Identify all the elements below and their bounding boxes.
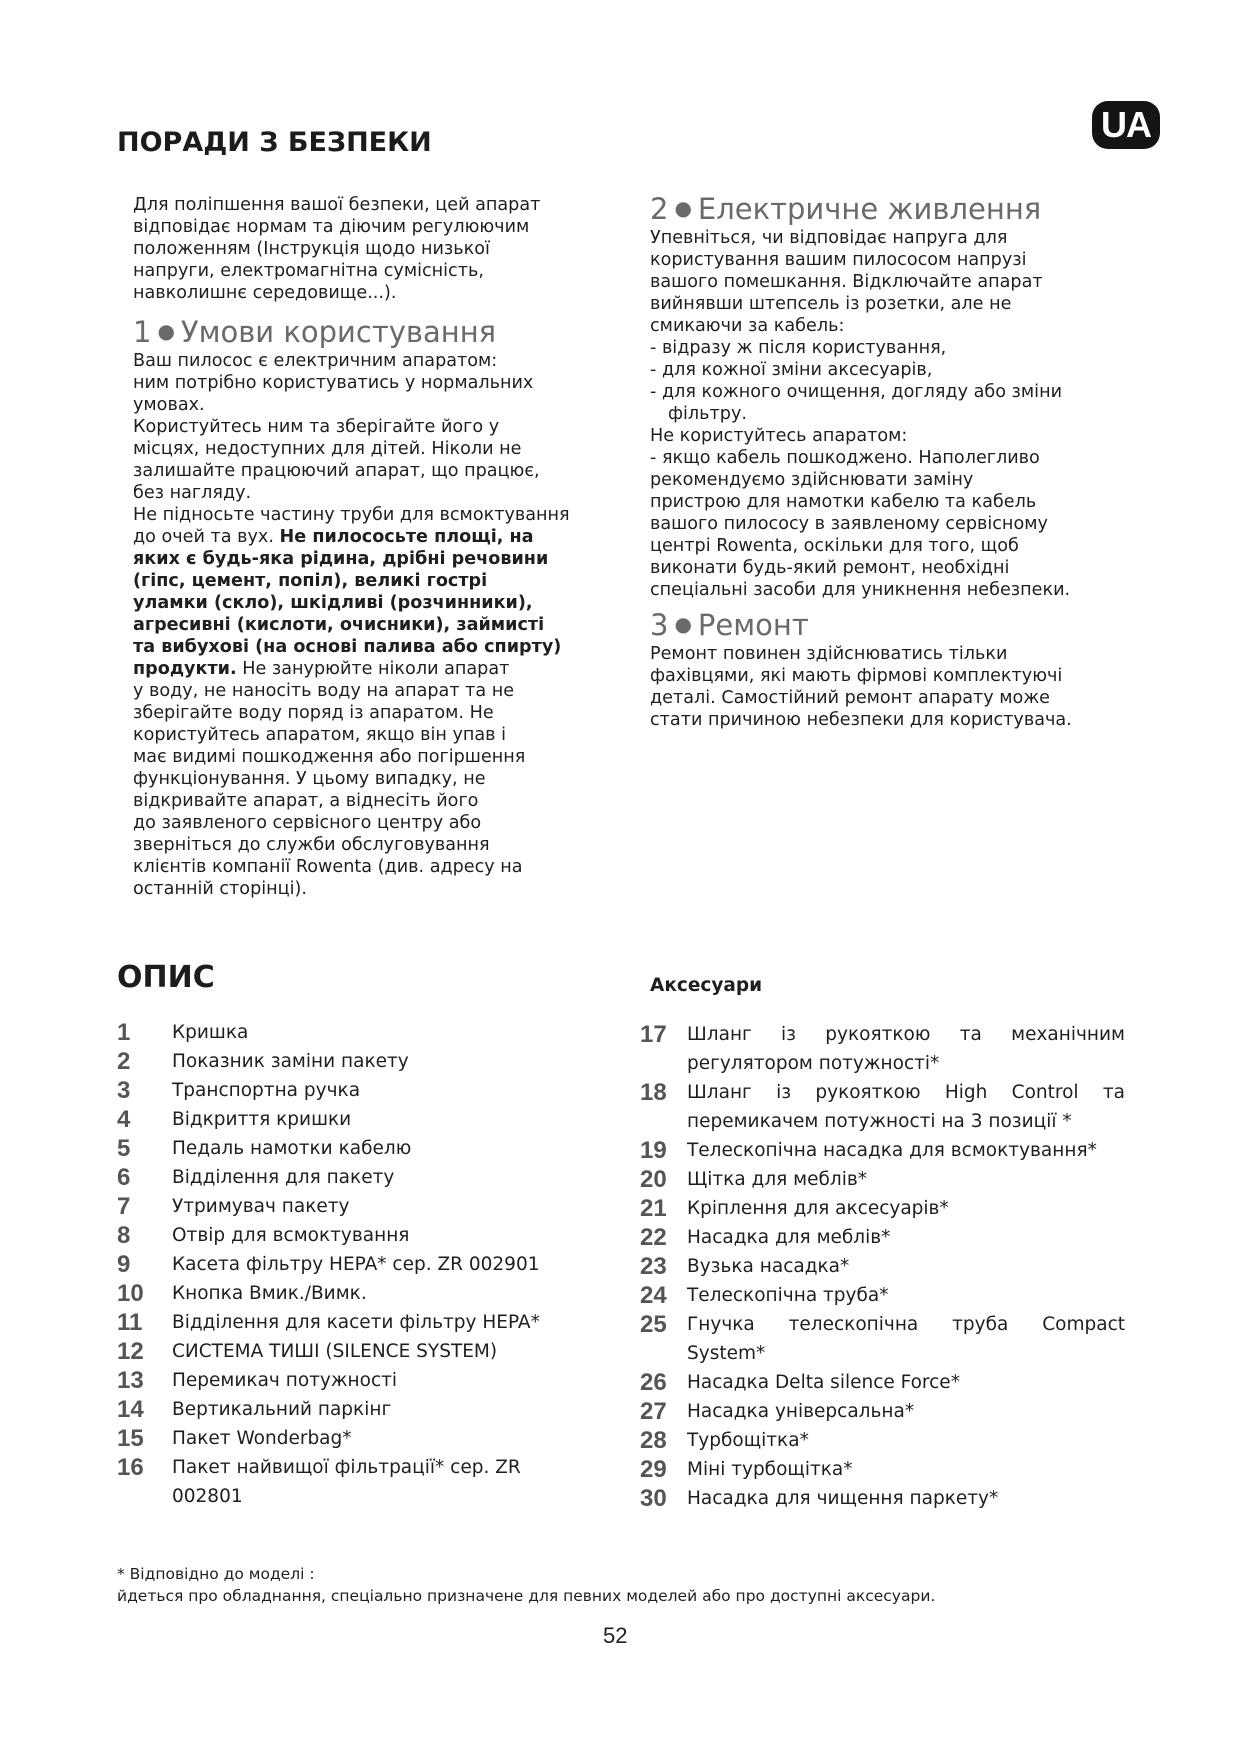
item-number: 24 — [640, 1282, 667, 1309]
list-item — [640, 1310, 1125, 1368]
body-line: ним потрібно користуватись у нормальних — [133, 373, 534, 393]
item-text: Вузька насадка* — [687, 1256, 850, 1277]
section-heading — [650, 608, 1130, 641]
item-number: 11 — [117, 1309, 143, 1336]
body-line: у воду, не наносіть воду на апарат та не — [133, 681, 515, 701]
item-number: 10 — [117, 1280, 144, 1307]
list-item — [117, 1366, 597, 1395]
body-line: рекомендуємо здійснювати заміну — [650, 470, 974, 490]
section-number: 3 — [650, 608, 669, 642]
item-text: Пакет найвищої фільтрації* сер. ZR 002801 — [172, 1457, 521, 1507]
item-text: Гнучка телескопічна труба Compact System* — [687, 1314, 1125, 1364]
body-line: користуйтесь апаратом, якщо він упав і — [133, 725, 506, 745]
item-number: 15 — [117, 1425, 144, 1452]
item-text: Вертикальний паркінг — [172, 1399, 392, 1420]
item-number: 7 — [117, 1193, 131, 1220]
intro-line: напруги, електромагнітна сумісність, — [133, 261, 484, 281]
parts-list — [117, 1018, 597, 1511]
item-text: СИСТЕМА ТИШІ (SILENCE SYSTEM) — [172, 1341, 498, 1362]
body-line: без нагляду. — [133, 483, 252, 503]
item-number: 29 — [640, 1456, 667, 1483]
list-item — [640, 1397, 1125, 1426]
item-number: 25 — [640, 1311, 667, 1338]
item-text: Насадка для чищення паркету* — [687, 1488, 999, 1509]
body-line: фахівцями, які мають фірмові комплектуючі — [650, 666, 1063, 686]
list-item — [117, 1076, 597, 1105]
item-text: Телескопічна насадка для всмоктування* — [687, 1140, 1097, 1161]
body-line: Упевніться, чи відповідає напруга для — [650, 228, 1008, 248]
warning-line: агресивні (кислоти, очисники), займисті — [133, 615, 545, 635]
language-badge: UA — [1092, 101, 1160, 149]
item-number: 28 — [640, 1427, 667, 1454]
list-item — [640, 1136, 1125, 1165]
body-line: Ремонт повинен здійснюватись тільки — [650, 644, 1008, 664]
item-text: Шланг із рукояткою High Control та перемикачем потужності на 3 позиції * — [687, 1082, 1125, 1132]
list-item — [640, 1252, 1125, 1281]
list-item — [117, 1105, 597, 1134]
item-text: Відділення для пакету — [172, 1167, 395, 1188]
list-item — [640, 1455, 1125, 1484]
list-item — [117, 1221, 597, 1250]
item-text: Показник заміни пакету — [172, 1051, 409, 1072]
section-repair — [650, 608, 1130, 731]
item-text: Транспортна ручка — [172, 1080, 361, 1101]
item-text: Відкриття кришки — [172, 1109, 352, 1130]
item-text: Турбощітка* — [687, 1430, 809, 1451]
item-text: Утримувач пакету — [172, 1196, 350, 1217]
warning-line: уламки (скло), шкідливі (розчинники), — [133, 593, 533, 613]
item-number: 17 — [640, 1021, 667, 1048]
body-line: Не підносьте частину труби для всмоктування — [133, 505, 570, 525]
item-number: 6 — [117, 1164, 131, 1191]
item-number: 14 — [117, 1396, 144, 1423]
body-line — [133, 658, 623, 680]
body-line: виконати будь-який ремонт, необхідні — [650, 558, 1010, 578]
section-heading-text: Ремонт — [697, 608, 809, 642]
item-number: 4 — [117, 1106, 131, 1133]
body-line: залишайте працюючий апарат, що працює, — [133, 461, 540, 481]
body-line: - відразу ж після користування, — [650, 338, 947, 358]
list-item — [117, 1453, 597, 1511]
item-text: Шланг із рукояткою та механічним регулятором потужності* — [687, 1024, 1125, 1074]
intro-line: положенням (Інструкція щодо низької — [133, 239, 490, 259]
item-number: 27 — [640, 1398, 667, 1425]
body-line: зберігайте воду поряд із апаратом. Не — [133, 703, 494, 723]
footnote-line: * Відповідно до моделі : — [117, 1565, 315, 1583]
item-text: Насадка для меблів* — [687, 1227, 891, 1248]
section-power-supply — [650, 192, 1130, 601]
section-number: 2 — [650, 192, 669, 226]
item-number: 26 — [640, 1369, 667, 1396]
item-text: Кнопка Вмик./Вимк. — [172, 1283, 367, 1304]
item-number: 18 — [640, 1079, 667, 1106]
item-text: Телескопічна труба* — [687, 1285, 889, 1306]
item-text: Кришка — [172, 1022, 249, 1043]
item-text: Відділення для касети фільтру HEPA* — [172, 1312, 540, 1333]
body-line: відкривайте апарат, а віднесіть його — [133, 791, 479, 811]
footnote-line: йдеться про обладнання, спеціально призначене для певних моделей або про доступні аксесуари. — [117, 1587, 936, 1605]
item-text: Кріплення для аксесуарів* — [687, 1198, 949, 1219]
body-line: спеціальні засоби для уникнення небезпеки. — [650, 580, 1071, 600]
list-item — [117, 1163, 597, 1192]
item-number: 16 — [117, 1454, 144, 1481]
body-line: має видимі пошкодження або погіршення — [133, 747, 526, 767]
list-item — [640, 1426, 1125, 1455]
item-number: 21 — [640, 1195, 667, 1222]
body-line: фільтру. — [668, 404, 747, 424]
list-item — [117, 1192, 597, 1221]
footnote — [117, 1563, 935, 1607]
page-number: 52 — [603, 1623, 628, 1648]
body-text: Не занурюйте ніколи апарат — [242, 659, 510, 679]
list-item — [640, 1020, 1125, 1078]
safety-intro — [133, 194, 613, 304]
section-heading-text: Умови користування — [180, 315, 497, 349]
list-item — [640, 1078, 1125, 1136]
warning-text: продукти. — [133, 659, 237, 679]
body-line: вашого пилососу в заявленому сервісному — [650, 514, 1048, 534]
body-line: зверніться до служби обслуговування — [133, 835, 490, 855]
intro-line: навколишнє середовище...). — [133, 283, 397, 303]
item-number: 2 — [117, 1048, 131, 1075]
body-line: смикаючи за кабель: — [650, 316, 845, 336]
list-item — [640, 1223, 1125, 1252]
body-line: Не користуйтесь апаратом: — [650, 426, 908, 446]
list-item — [640, 1484, 1125, 1513]
body-text: до очей та вух. — [133, 527, 274, 547]
body-line: Користуйтесь ним та зберігайте його у — [133, 417, 500, 437]
list-item — [117, 1250, 597, 1279]
bullet-dot: ● — [674, 196, 692, 220]
item-number: 20 — [640, 1166, 667, 1193]
item-text: Насадка універсальна* — [687, 1401, 915, 1422]
list-item — [117, 1424, 597, 1453]
item-number: 23 — [640, 1253, 667, 1280]
item-number: 19 — [640, 1137, 667, 1164]
item-number: 3 — [117, 1077, 131, 1104]
list-item — [117, 1279, 597, 1308]
body-line: функціонування. У цьому випадку, не — [133, 769, 486, 789]
accessories-list — [640, 1020, 1125, 1513]
warning-line: та вибухові (на основі палива або спирту) — [133, 637, 562, 657]
item-number: 13 — [117, 1367, 144, 1394]
body-line: місцях, недоступних для дітей. Ніколи не — [133, 439, 522, 459]
item-number: 9 — [117, 1251, 131, 1278]
item-number: 5 — [117, 1135, 131, 1162]
warning-text: Не пилососьте площі, на — [279, 527, 534, 547]
item-text: Щітка для меблів* — [687, 1169, 868, 1190]
list-item — [640, 1165, 1125, 1194]
warning-line: (гіпс, цемент, попіл), великі гострі — [133, 571, 488, 591]
section-number: 1 — [133, 315, 152, 349]
body-line: стати причиною небезпеки для користувача. — [650, 710, 1072, 730]
body-line: центрі Rowenta, оскільки для того, щоб — [650, 536, 1019, 556]
item-text: Отвір для всмоктування — [172, 1225, 410, 1246]
section-usage — [133, 315, 623, 900]
accessories-title: Аксесуари — [650, 975, 763, 996]
body-line: користування вашим пилососом напрузі — [650, 250, 1027, 270]
item-text: Насадка Delta silence Force* — [687, 1372, 960, 1393]
section-heading — [650, 192, 1130, 225]
list-item — [117, 1395, 597, 1424]
section-heading-text: Електричне живлення — [697, 192, 1042, 226]
body-line — [133, 526, 623, 548]
list-item — [117, 1134, 597, 1163]
item-text: Пакет Wonderbag* — [172, 1428, 352, 1449]
list-item — [117, 1018, 597, 1047]
body-line: пристрою для намотки кабелю та кабель — [650, 492, 1037, 512]
list-item — [640, 1194, 1125, 1223]
item-number: 12 — [117, 1338, 144, 1365]
body-line: деталі. Самостійний ремонт апарату може — [650, 688, 1051, 708]
description-title: ОПИС — [117, 960, 215, 995]
item-number: 22 — [640, 1224, 667, 1251]
body-line: - для кожного очищення, догляду або зміни — [650, 382, 1063, 402]
body-line: до заявленого сервісного центру або — [133, 813, 482, 833]
body-line: умовах. — [133, 395, 205, 415]
warning-line: яких є будь-яка рідина, дрібні речовини — [133, 549, 549, 569]
body-line: вийнявши штепсель із розетки, але не — [650, 294, 1012, 314]
list-item — [117, 1308, 597, 1337]
intro-line: Для поліпшення вашої безпеки, цей апарат — [133, 195, 541, 215]
bullet-dot: ● — [157, 319, 175, 343]
item-text: Касета фільтру HEPA* сер. ZR 002901 — [172, 1254, 540, 1275]
item-text: Міні турбощітка* — [687, 1459, 853, 1480]
item-text: Педаль намотки кабелю — [172, 1138, 412, 1159]
list-item — [640, 1368, 1125, 1397]
item-text: Перемикач потужності — [172, 1370, 398, 1391]
intro-line: відповідає нормам та діючим регулюючим — [133, 217, 530, 237]
item-number: 8 — [117, 1222, 131, 1249]
body-line: - для кожної зміни аксесуарів, — [650, 360, 933, 380]
section-heading — [133, 315, 623, 348]
bullet-dot: ● — [674, 612, 692, 636]
list-item — [117, 1337, 597, 1366]
item-number: 1 — [117, 1019, 131, 1046]
safety-title: ПОРАДИ З БЕЗПЕКИ — [117, 127, 432, 158]
body-line: Ваш пилосос є електричним апаратом: — [133, 351, 498, 371]
body-line: останній сторінці). — [133, 879, 307, 899]
body-line: клієнтів компанії Rowenta (див. адресу на — [133, 857, 523, 877]
list-item — [117, 1047, 597, 1076]
item-number: 30 — [640, 1485, 667, 1512]
list-item — [640, 1281, 1125, 1310]
body-line: вашого помешкання. Відключайте апарат — [650, 272, 1043, 292]
body-line: - якщо кабель пошкоджено. Наполегливо — [650, 448, 1040, 468]
